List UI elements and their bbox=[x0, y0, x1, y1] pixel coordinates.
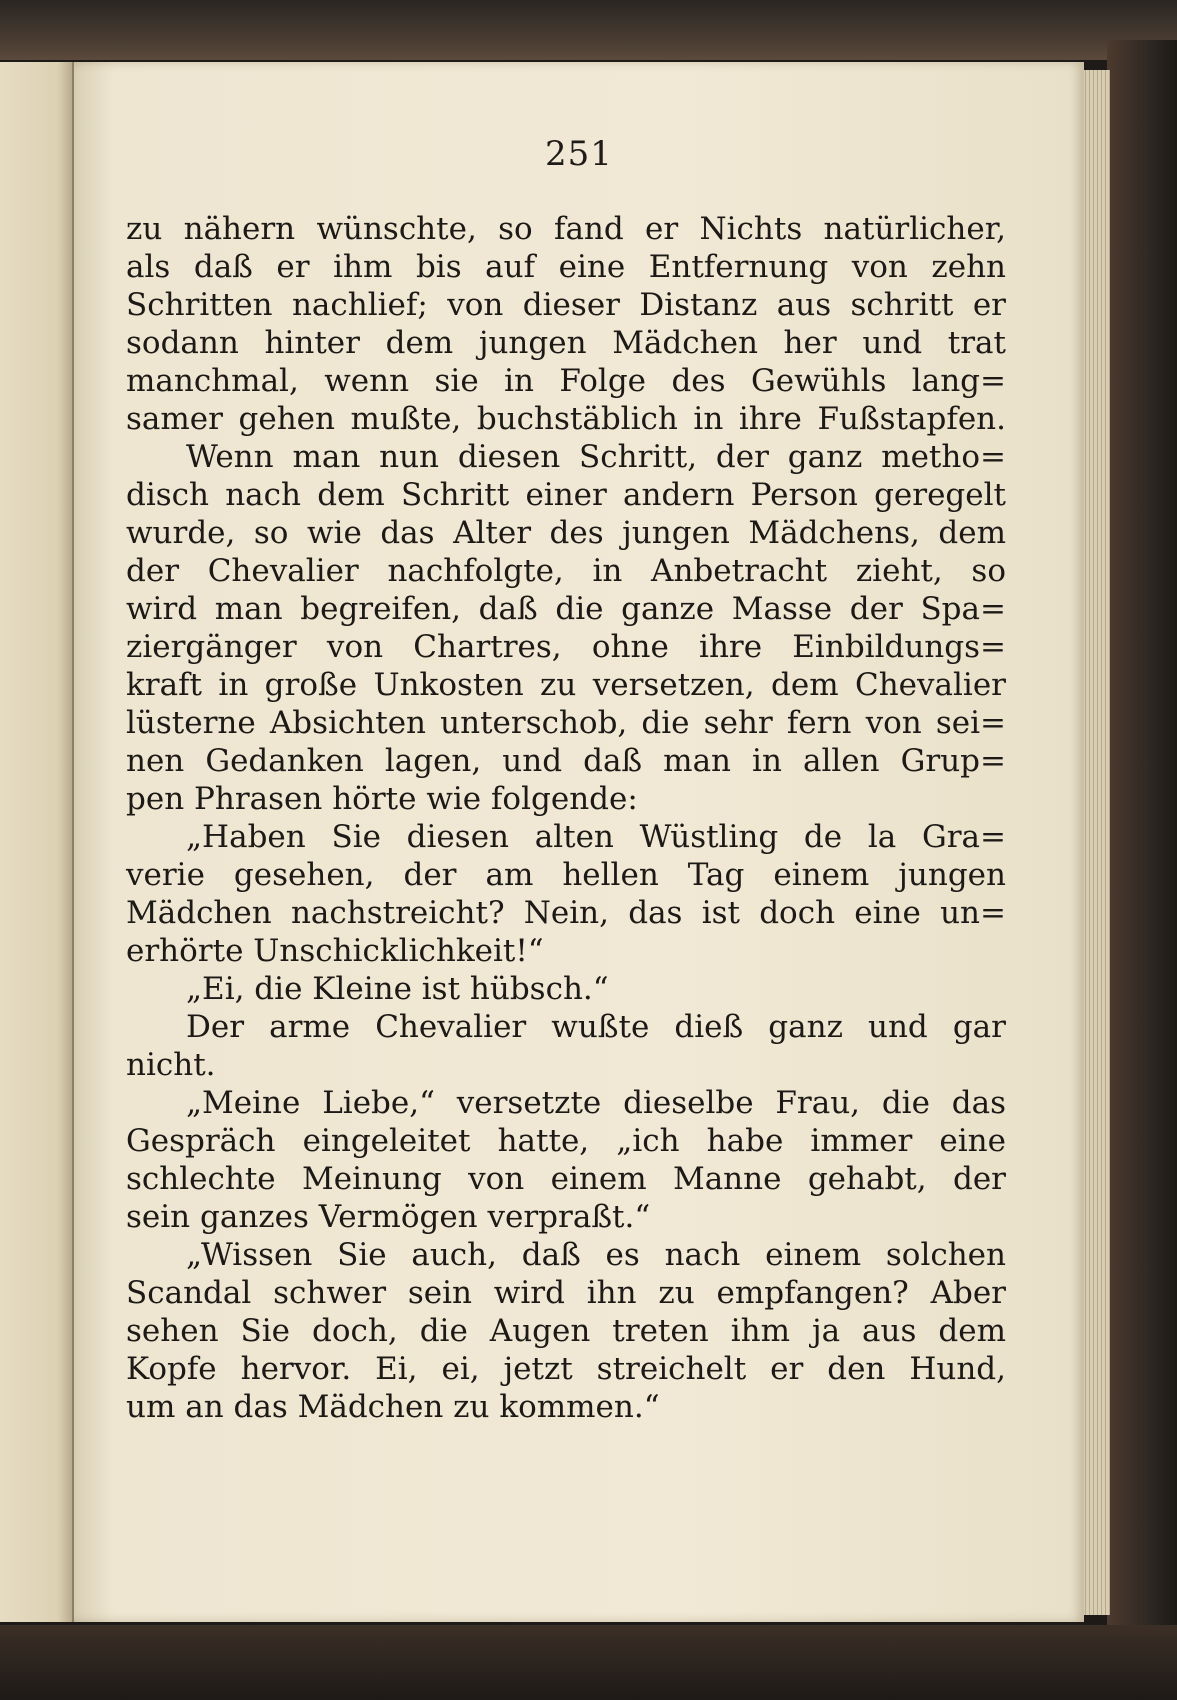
book-cover-top bbox=[0, 0, 1177, 60]
page-number: 251 bbox=[545, 134, 613, 174]
text-line: schlechte Meinung von einem Manne gehabt, der bbox=[126, 1161, 1006, 1197]
text-line: pen Phrasen hörte wie folgende: bbox=[126, 781, 638, 817]
text-line: zu nähern wünschte, so fand er Nichts natürlicher, bbox=[126, 211, 1006, 247]
left-page-edge bbox=[0, 62, 74, 1622]
text-line: Wenn man nun diesen Schritt, der ganz metho= bbox=[186, 439, 1006, 475]
text-line: wird man begreifen, daß die ganze Masse der Spa= bbox=[126, 591, 1006, 627]
text-line: nicht. bbox=[126, 1047, 216, 1083]
text-line: sodann hinter dem jungen Mädchen her und trat bbox=[126, 325, 1006, 361]
text-line: verie gesehen, der am hellen Tag einem jungen bbox=[126, 857, 1006, 893]
text-line: sein ganzes Vermögen verpraßt.“ bbox=[126, 1199, 651, 1235]
text-line: Gespräch eingeleitet hatte, „ich habe immer eine bbox=[126, 1123, 1006, 1159]
text-line: der Chevalier nachfolgte, in Anbetracht zieht, so bbox=[126, 553, 1006, 589]
text-line: als daß er ihm bis auf eine Entfernung von zehn bbox=[126, 249, 1006, 285]
text-line: Der arme Chevalier wußte dieß ganz und gar bbox=[186, 1009, 1006, 1045]
text-line: „Meine Liebe,“ versetzte dieselbe Frau, die das bbox=[186, 1085, 1006, 1121]
text-line: Mädchen nachstreicht? Nein, das ist doch eine un= bbox=[126, 895, 1006, 931]
text-line: sehen Sie doch, die Augen treten ihm ja aus dem bbox=[126, 1313, 1006, 1349]
book-page bbox=[74, 62, 1084, 1622]
text-line: Scandal schwer sein wird ihn zu empfangen? Aber bbox=[126, 1275, 1006, 1311]
text-line: „Haben Sie diesen alten Wüstling de la Gra= bbox=[186, 819, 1006, 855]
text-line: ziergänger von Chartres, ohne ihre Einbildungs= bbox=[126, 629, 1006, 665]
text-line: manchmal, wenn sie in Folge des Gewühls lang= bbox=[126, 363, 1006, 399]
text-line: nen Gedanken lagen, und daß man in allen Grup= bbox=[126, 743, 1006, 779]
text-line: lüsterne Absichten unterschob, die sehr fern von sei= bbox=[126, 705, 1006, 741]
text-line: „Wissen Sie auch, daß es nach einem solchen bbox=[186, 1237, 1006, 1273]
text-line: erhörte Unschicklichkeit!“ bbox=[126, 933, 544, 969]
text-line: disch nach dem Schritt einer andern Person geregelt bbox=[126, 477, 1006, 513]
page-body-text bbox=[126, 210, 1006, 1426]
text-line: Kopfe hervor. Ei, ei, jetzt streichelt er den Hund, bbox=[126, 1351, 1006, 1387]
book-cover-right bbox=[1107, 40, 1177, 1660]
text-line: Schritten nachlief; von dieser Distanz aus schritt er bbox=[126, 287, 1006, 323]
text-line: „Ei, die Kleine ist hübsch.“ bbox=[186, 971, 609, 1007]
text-line: kraft in große Unkosten zu versetzen, dem Chevalier bbox=[126, 667, 1006, 703]
text-line: wurde, so wie das Alter des jungen Mädchens, dem bbox=[126, 515, 1006, 551]
book-cover-bottom bbox=[0, 1625, 1177, 1700]
text-line: um an das Mädchen zu kommen.“ bbox=[126, 1389, 660, 1425]
text-line: samer gehen mußte, buchstäblich in ihre Fußstapfen. bbox=[126, 401, 1006, 437]
